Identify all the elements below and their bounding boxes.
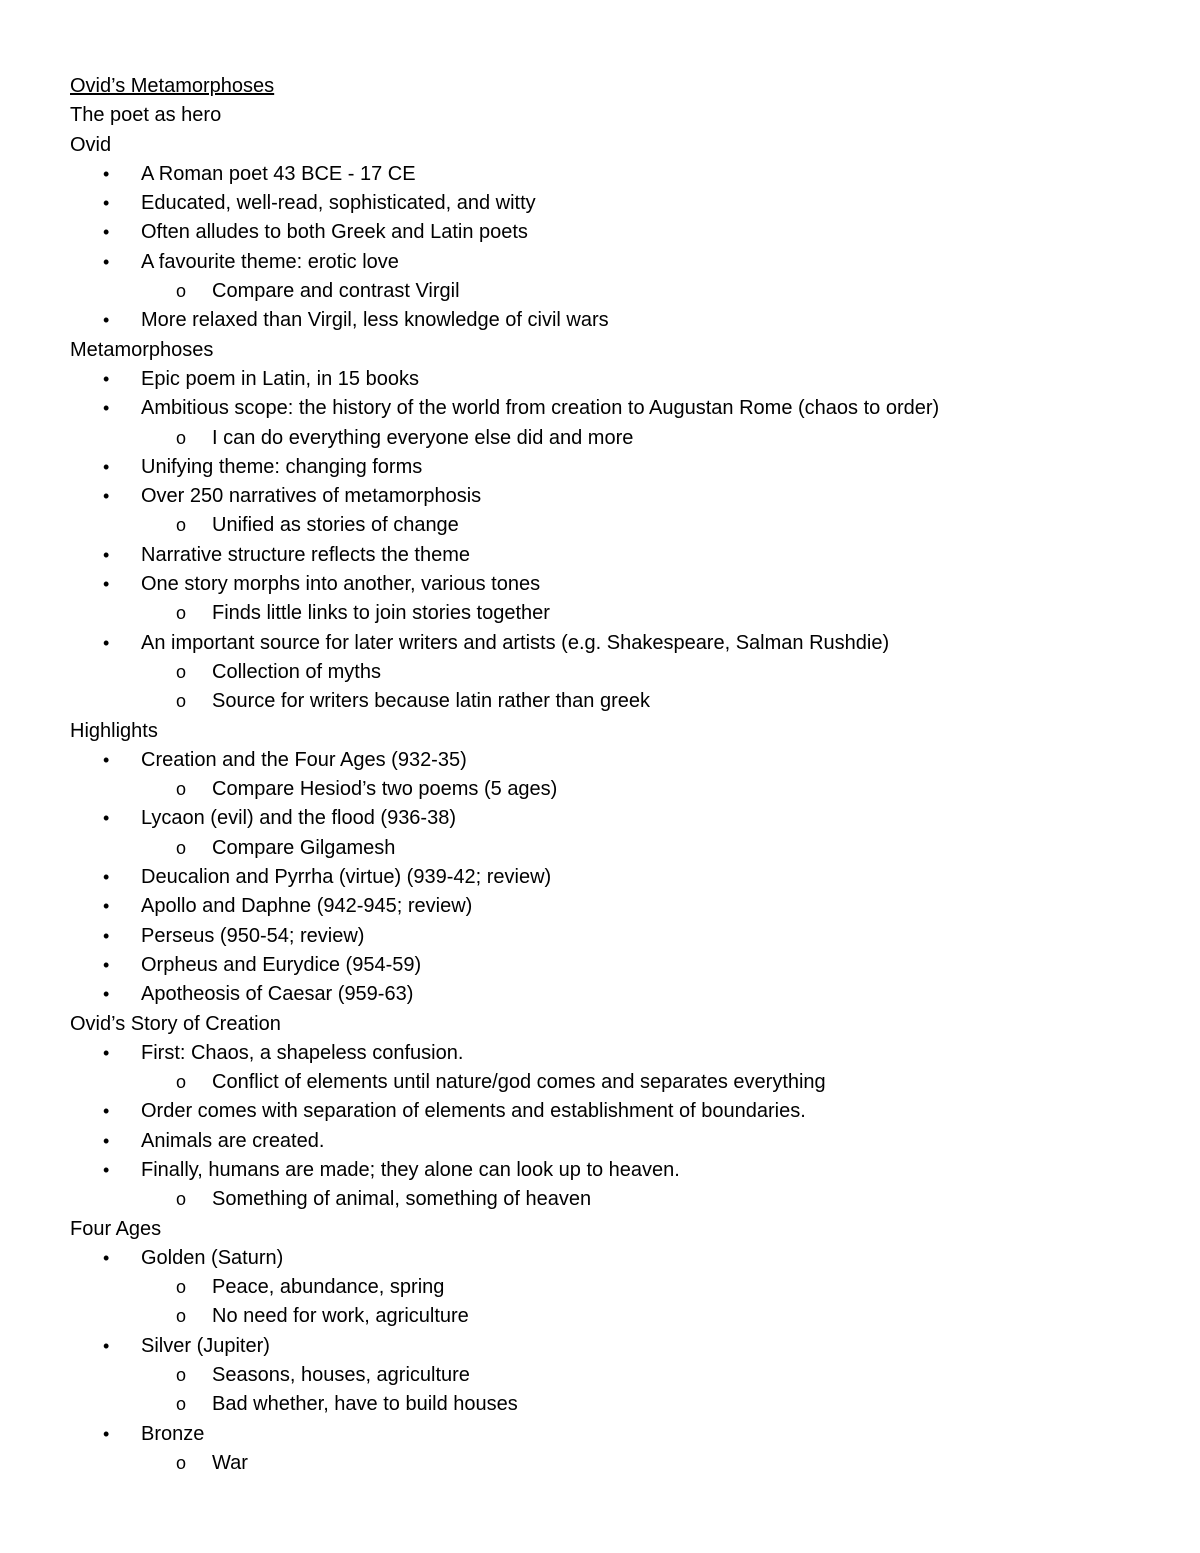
bullet-marker: • (103, 954, 110, 975)
sub-bullet-marker: o (176, 603, 187, 624)
line-text: Animals are created. (141, 1129, 325, 1152)
line-text: Source for writers because latin rather than greek (212, 690, 650, 713)
line-text: Highlights (70, 719, 158, 742)
sub-bullet-item (0, 687, 1200, 716)
bullet-item (0, 189, 1200, 218)
line-text: The poet as hero (70, 104, 222, 127)
bullet-marker: • (103, 1159, 110, 1180)
line-text: A Roman poet 43 BCE - 17 CE (141, 162, 416, 185)
bullet-marker: • (103, 544, 110, 565)
bullet-marker: • (103, 808, 110, 829)
bullet-item (0, 394, 1200, 423)
sub-bullet-marker: o (176, 779, 187, 800)
line-text: Conflict of elements until nature/god comes and separates everything (212, 1071, 826, 1094)
sub-bullet-item (0, 277, 1200, 306)
line-text: Compare Gilgamesh (212, 836, 396, 859)
sub-bullet-marker: o (176, 1306, 187, 1327)
sub-bullet-marker: o (176, 1072, 187, 1093)
sub-bullet-item (0, 1449, 1200, 1478)
bullet-item (0, 804, 1200, 833)
bullet-marker: • (103, 925, 110, 946)
line-text: Deucalion and Pyrrha (virtue) (939-42; review) (141, 866, 552, 889)
bullet-marker: • (103, 1423, 110, 1444)
bullet-item (0, 629, 1200, 658)
sub-bullet-item (0, 1302, 1200, 1331)
line-text: Silver (Jupiter) (141, 1334, 270, 1357)
line-text: No need for work, agriculture (212, 1305, 469, 1328)
bullet-marker: • (103, 398, 110, 419)
bullet-item (0, 570, 1200, 599)
bullet-marker: • (103, 867, 110, 888)
bullet-marker: • (103, 896, 110, 917)
line-text: Perseus (950-54; review) (141, 924, 365, 947)
sub-bullet-marker: o (176, 281, 187, 302)
bullet-marker: • (103, 310, 110, 331)
title-text: Ovid’s Metamorphoses (70, 75, 275, 97)
bullet-item (0, 453, 1200, 482)
section-heading (0, 101, 1200, 130)
line-text: Apotheosis of Caesar (959-63) (141, 983, 414, 1006)
line-text: I can do everything everyone else did and more (212, 426, 634, 449)
sub-bullet-marker: o (176, 1365, 187, 1386)
bullet-item (0, 951, 1200, 980)
bullet-marker: • (103, 1130, 110, 1151)
sub-bullet-item (0, 1273, 1200, 1302)
line-text: One story morphs into another, various tones (141, 573, 541, 596)
document-title (0, 72, 1200, 101)
sub-bullet-item (0, 658, 1200, 687)
line-text: Finally, humans are made; they alone can look up to heaven. (141, 1158, 680, 1181)
line-text: Compare Hesiod’s two poems (5 ages) (212, 778, 558, 801)
bullet-item (0, 218, 1200, 247)
line-text: Ambitious scope: the history of the world from creation to Augustan Rome (chaos to order) (141, 397, 940, 420)
line-text: Creation and the Four Ages (932-35) (141, 748, 467, 771)
bullet-marker: • (103, 574, 110, 595)
line-text: Seasons, houses, agriculture (212, 1364, 470, 1387)
line-text: Over 250 narratives of metamorphosis (141, 485, 482, 508)
section-heading (0, 717, 1200, 746)
line-text: Ovid’s Story of Creation (70, 1012, 281, 1035)
section-heading (0, 1215, 1200, 1244)
bullet-marker: • (103, 1101, 110, 1122)
bullet-item (0, 892, 1200, 921)
bullet-item (0, 482, 1200, 511)
bullet-marker: • (103, 368, 110, 389)
bullet-item (0, 160, 1200, 189)
sub-bullet-item (0, 1185, 1200, 1214)
line-text: Orpheus and Eurydice (954-59) (141, 953, 422, 976)
bullet-item (0, 248, 1200, 277)
sub-bullet-item (0, 834, 1200, 863)
sub-bullet-marker: o (176, 691, 187, 712)
sub-bullet-marker: o (176, 1452, 187, 1473)
line-text: Golden (Saturn) (141, 1246, 284, 1269)
line-text: Narrative structure reflects the theme (141, 543, 471, 566)
bullet-item (0, 1097, 1200, 1126)
line-text: More relaxed than Virgil, less knowledge of civil wars (141, 309, 609, 332)
bullet-marker: • (103, 749, 110, 770)
sub-bullet-marker: o (176, 1189, 187, 1210)
bullet-item (0, 980, 1200, 1009)
bullet-marker: • (103, 486, 110, 507)
bullet-marker: • (103, 251, 110, 272)
section-heading (0, 1010, 1200, 1039)
outline-list (0, 101, 1200, 1478)
line-text: Unifying theme: changing forms (141, 455, 423, 478)
sub-bullet-item (0, 1068, 1200, 1097)
sub-bullet-item (0, 511, 1200, 540)
line-text: Metamorphoses (70, 338, 214, 361)
bullet-marker: • (103, 632, 110, 653)
bullet-marker: • (103, 1247, 110, 1268)
sub-bullet-marker: o (176, 837, 187, 858)
line-text: Educated, well-read, sophisticated, and witty (141, 192, 536, 215)
sub-bullet-item (0, 775, 1200, 804)
line-text: Finds little links to join stories together (212, 602, 550, 625)
sub-bullet-marker: o (176, 1277, 187, 1298)
bullet-item (0, 1244, 1200, 1273)
line-text: Ovid (70, 133, 112, 156)
sub-bullet-marker: o (176, 515, 187, 536)
line-text: Four Ages (70, 1217, 162, 1240)
sub-bullet-marker: o (176, 427, 187, 448)
line-text: Bronze (141, 1422, 205, 1445)
bullet-item (0, 306, 1200, 335)
bullet-marker: • (103, 193, 110, 214)
section-heading (0, 131, 1200, 160)
line-text: Something of animal, something of heaven (212, 1188, 592, 1211)
line-text: Lycaon (evil) and the flood (936-38) (141, 807, 456, 830)
bullet-item (0, 863, 1200, 892)
line-text: First: Chaos, a shapeless confusion. (141, 1041, 464, 1064)
bullet-marker: • (103, 984, 110, 1005)
bullet-item (0, 1420, 1200, 1449)
line-text: Compare and contrast Virgil (212, 280, 460, 303)
bullet-item (0, 1039, 1200, 1068)
bullet-item (0, 746, 1200, 775)
sub-bullet-item (0, 424, 1200, 453)
bullet-item (0, 1332, 1200, 1361)
line-text: A favourite theme: erotic love (141, 250, 399, 273)
sub-bullet-marker: o (176, 1394, 187, 1415)
line-text: Order comes with separation of elements and establishment of boundaries. (141, 1100, 806, 1123)
bullet-item (0, 1127, 1200, 1156)
bullet-marker: • (103, 1042, 110, 1063)
line-text: Unified as stories of change (212, 514, 459, 537)
bullet-item (0, 541, 1200, 570)
line-text: Epic poem in Latin, in 15 books (141, 367, 419, 390)
sub-bullet-item (0, 1361, 1200, 1390)
line-text: Peace, abundance, spring (212, 1276, 445, 1299)
bullet-marker: • (103, 163, 110, 184)
sub-bullet-item (0, 599, 1200, 628)
sub-bullet-item (0, 1390, 1200, 1419)
line-text: War (212, 1451, 248, 1474)
line-text: Apollo and Daphne (942-945; review) (141, 895, 473, 918)
bullet-marker: • (103, 1335, 110, 1356)
bullet-item (0, 922, 1200, 951)
line-text: An important source for later writers and artists (e.g. Shakespeare, Salman Rushdie) (141, 631, 890, 654)
sub-bullet-marker: o (176, 661, 187, 682)
section-heading (0, 336, 1200, 365)
bullet-marker: • (103, 222, 110, 243)
bullet-item (0, 1156, 1200, 1185)
bullet-marker: • (103, 456, 110, 477)
bullet-item (0, 365, 1200, 394)
line-text: Collection of myths (212, 660, 381, 683)
line-text: Often alludes to both Greek and Latin poets (141, 221, 528, 244)
line-text: Bad whether, have to build houses (212, 1393, 518, 1416)
